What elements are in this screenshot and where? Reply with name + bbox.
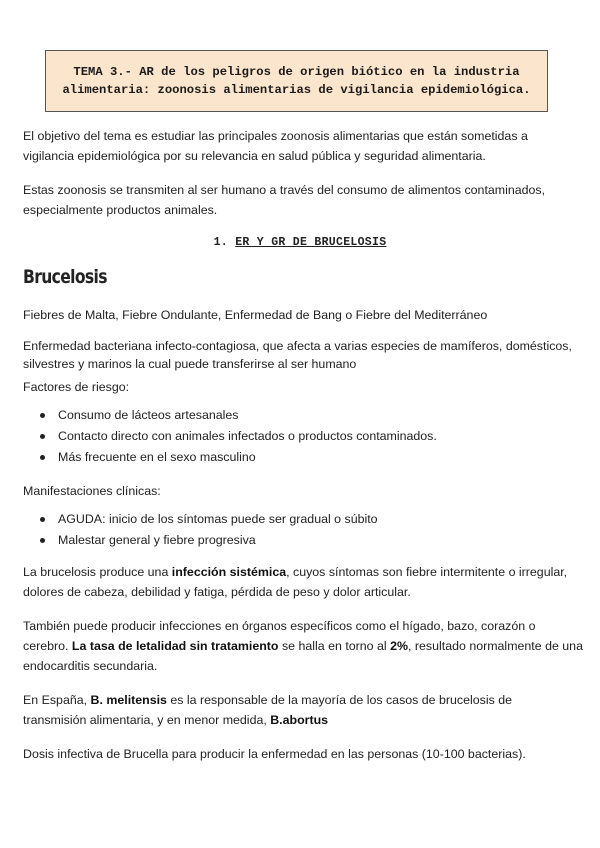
organ-infection-paragraph: También puede producir infecciones en órganos específicos como el hígado, bazo, corazón o cerebro. La tasa de letalidad sin tratamiento se halla en torno al 2%, resultado normalmente de una endocarditis secundaria. bbox=[23, 619, 583, 673]
bullet-icon bbox=[40, 413, 45, 418]
disease-description: Enfermedad bacteriana infecto-contagiosa, que afecta a varias especies de mamíferos, domésticos, silvestres y marinos la cual puede transferirse al ser humano bbox=[23, 339, 572, 371]
bullet-icon bbox=[40, 434, 45, 439]
spain-paragraph: En España, B. melitensis es la responsable de la mayoría de los casos de brucelosis de transmisión alimentaria, y en menor medida, B.abortus bbox=[23, 693, 513, 727]
bullet-icon bbox=[40, 517, 45, 522]
brucelosis-heading: Brucelosis bbox=[23, 266, 107, 288]
topic-title-box bbox=[45, 50, 548, 112]
bullet-icon bbox=[40, 455, 45, 460]
list-item: Consumo de lácteos artesanales bbox=[40, 405, 437, 426]
section-title: ER Y GR DE BRUCELOSIS bbox=[235, 236, 387, 249]
topic-title: TEMA 3.- AR de los peligros de origen biótico en la industria alimentaria: zoonosis alimentarias de vigilancia epidemiológica. bbox=[62, 65, 531, 97]
list-item: Malestar general y fiebre progresiva bbox=[40, 530, 378, 551]
infective-dose-paragraph: Dosis infectiva de Brucella para producir la enfermedad en las personas (10-100 bacterias). bbox=[23, 747, 526, 761]
manifestations-list bbox=[40, 509, 378, 551]
risk-factors-label: Factores de riesgo: bbox=[23, 380, 130, 394]
systemic-infection-paragraph: La brucelosis produce una infección sistémica, cuyos síntomas son fiebre intermitente o irregular, dolores de cabeza, debilidad y fatiga, pérdida de peso y dolor articular. bbox=[23, 565, 568, 599]
intro-paragraph-1: El objetivo del tema es estudiar las principales zoonosis alimentarias que están sometidas a vigilancia epidemiológica por su relevancia en salud pública y seguridad alimentaria. bbox=[23, 129, 528, 163]
section-heading bbox=[0, 236, 600, 249]
bullet-icon bbox=[40, 538, 45, 543]
section-number: 1. bbox=[213, 236, 228, 249]
risk-factors-list bbox=[40, 405, 437, 468]
list-item: AGUDA: inicio de los síntomas puede ser gradual o súbito bbox=[40, 509, 378, 530]
list-item: Contacto directo con animales infectados o productos contaminados. bbox=[40, 426, 437, 447]
manifestations-label: Manifestaciones clínicas: bbox=[23, 484, 161, 498]
list-item: Más frecuente en el sexo masculino bbox=[40, 447, 437, 468]
disease-names: Fiebres de Malta, Fiebre Ondulante, Enfermedad de Bang o Fiebre del Mediterráneo bbox=[23, 308, 488, 322]
intro-paragraph-2: Estas zoonosis se transmiten al ser humano a través del consumo de alimentos contaminados, especialmente productos animales. bbox=[23, 183, 546, 217]
